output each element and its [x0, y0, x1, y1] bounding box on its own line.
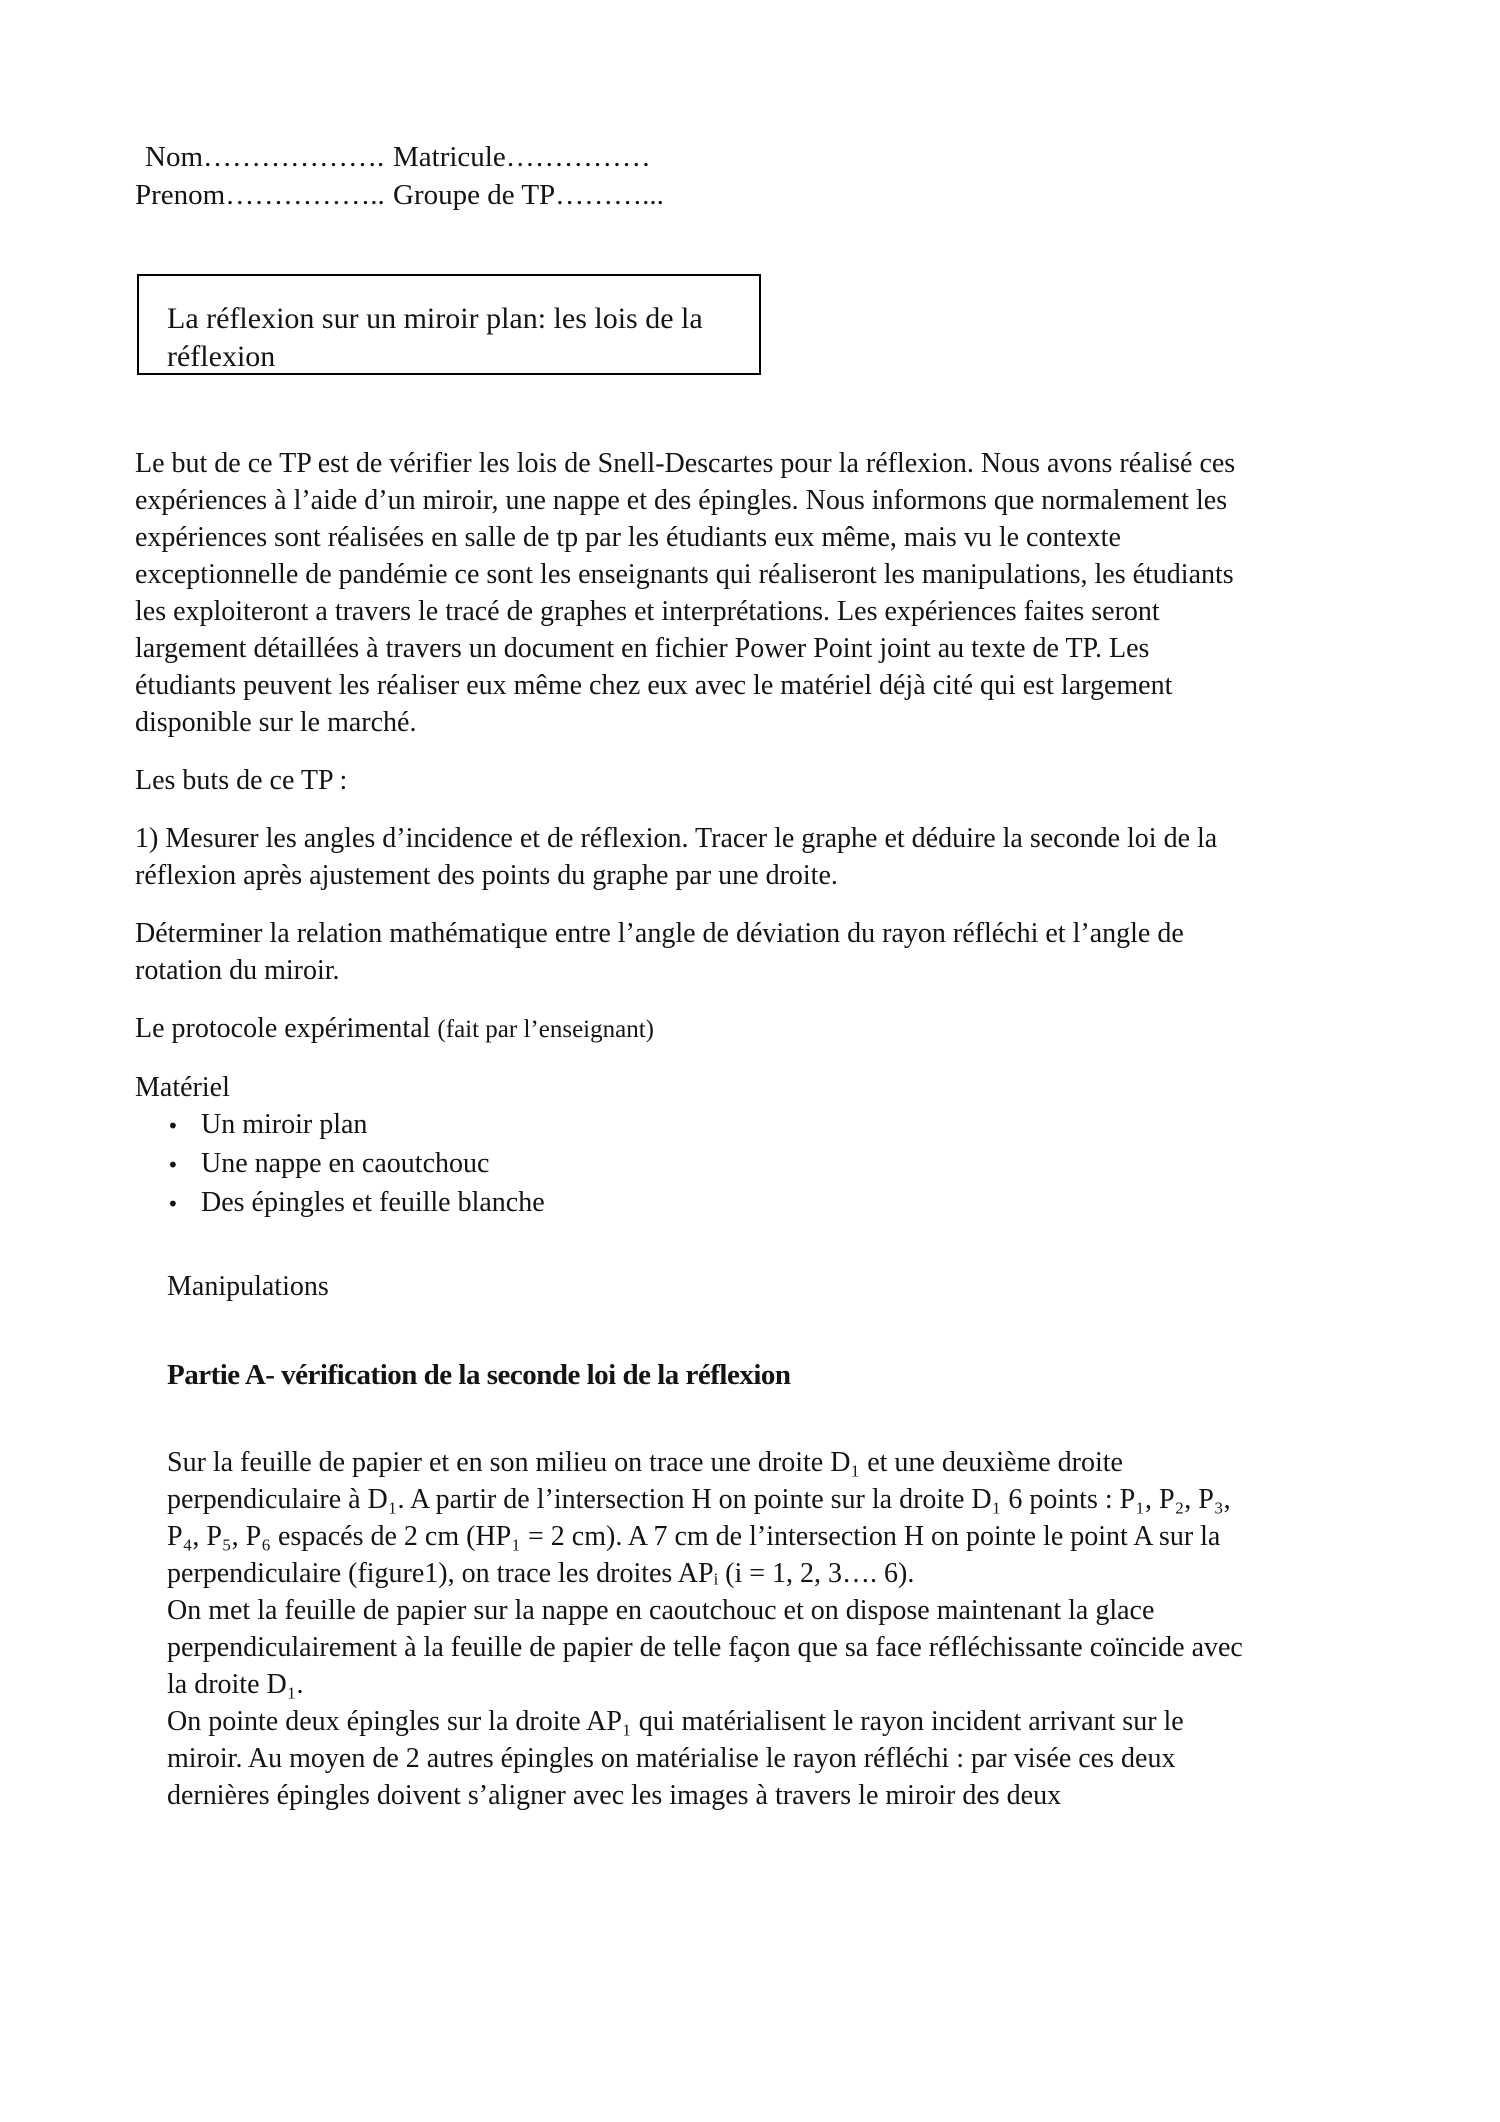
part-a-paragraph-2: On met la feuille de papier sur la nappe en caoutchouc et on dispose maintenant la glace perpendiculairement à la feuille de papier de telle façon que sa face réfléchissante coïncide avec la droite D₁. — [167, 1595, 1243, 1700]
list-item-label: Un miroir plan — [201, 1109, 368, 1140]
goals-heading: Les buts de ce TP : — [135, 765, 348, 796]
goal-2-paragraph: Déterminer la relation mathématique entre l’angle de déviation du rayon réfléchi et l’angle de rotation du miroir. — [135, 918, 1184, 986]
protocol-heading-note: (fait par l’enseignant) — [437, 1016, 654, 1043]
bullet-icon: • — [167, 1153, 179, 1177]
title-box — [137, 274, 761, 375]
part-a-paragraph-1: Sur la feuille de papier et en son milieu on trace une droite D₁ et une deuxième droite perpendiculaire à D₁. A partir de l’intersection H on pointe sur la droite D₁ 6 points : P₁, P₂, P₃, P₄, P₅, P₆ espacés de 2 cm (HP₁ = 2 cm). A 7 cm de l’intersection H on pointe le point A sur la perpendiculaire (figure1), on trace les droites APᵢ (i = 1, 2, 3…. 6). — [167, 1447, 1231, 1589]
protocol-heading-main: Le protocole expérimental — [135, 1013, 438, 1044]
groupe-field: Groupe de TP………... — [393, 179, 664, 211]
protocol-heading — [135, 1010, 1245, 1048]
matricule-field: Matricule…………… — [393, 141, 651, 173]
document-title: La réflexion sur un miroir plan: les lois de la réflexion — [167, 302, 703, 373]
bullet-icon: • — [167, 1192, 179, 1216]
list-item — [135, 1184, 1245, 1223]
list-item — [135, 1145, 1245, 1184]
goal-1-paragraph: 1) Mesurer les angles d’incidence et de réflexion. Tracer le graphe et déduire la seconde loi de la réflexion après ajustement des points du graphe par une droite. — [135, 823, 1218, 891]
prenom-field: Prenom…………….. — [135, 179, 385, 211]
manipulations-heading: Manipulations — [167, 1271, 329, 1302]
header-row-2 — [135, 176, 1245, 214]
list-item — [135, 1106, 1245, 1145]
intro-paragraph: Le but de ce TP est de vérifier les lois de Snell-Descartes pour la réflexion. Nous avons réalisé ces expériences à l’aide d’un miroir, une nappe et des épingles. Nous informons que normalement les expériences sont réalisées en salle de tp par les étudiants eux même, mais vu le contexte exceptionnelle de pandémie ce sont les enseignants qui réaliseront les manipulations, les étudiants les exploiteront a travers le tracé de graphes et interprétations. Les expériences faites seront largement détaillées à travers un document en fichier Power Point joint au texte de TP. Les étudiants peuvent les réaliser eux même chez eux avec le matériel déjà cité qui est largement disponible sur le marché. — [135, 448, 1236, 738]
part-a-paragraph-3: On pointe deux épingles sur la droite AP₁ qui matérialisent le rayon incident arrivant sur le miroir. Au moyen de 2 autres épingles on matérialise le rayon réfléchi : par visée ces deux dernières épingles doivent s’aligner avec les images à travers le miroir des deux — [167, 1706, 1184, 1811]
header-row-1 — [135, 138, 1245, 176]
part-a-heading: Partie A- vérification de la seconde loi de la réflexion — [167, 1359, 791, 1391]
materials-heading: Matériel — [135, 1072, 230, 1103]
name-field: Nom………………. — [145, 141, 385, 173]
list-item-label: Des épingles et feuille blanche — [201, 1187, 545, 1218]
materials-list — [135, 1106, 1245, 1223]
bullet-icon: • — [167, 1114, 179, 1138]
part-a-body — [167, 1444, 1245, 1814]
list-item-label: Une nappe en caoutchouc — [201, 1148, 490, 1179]
